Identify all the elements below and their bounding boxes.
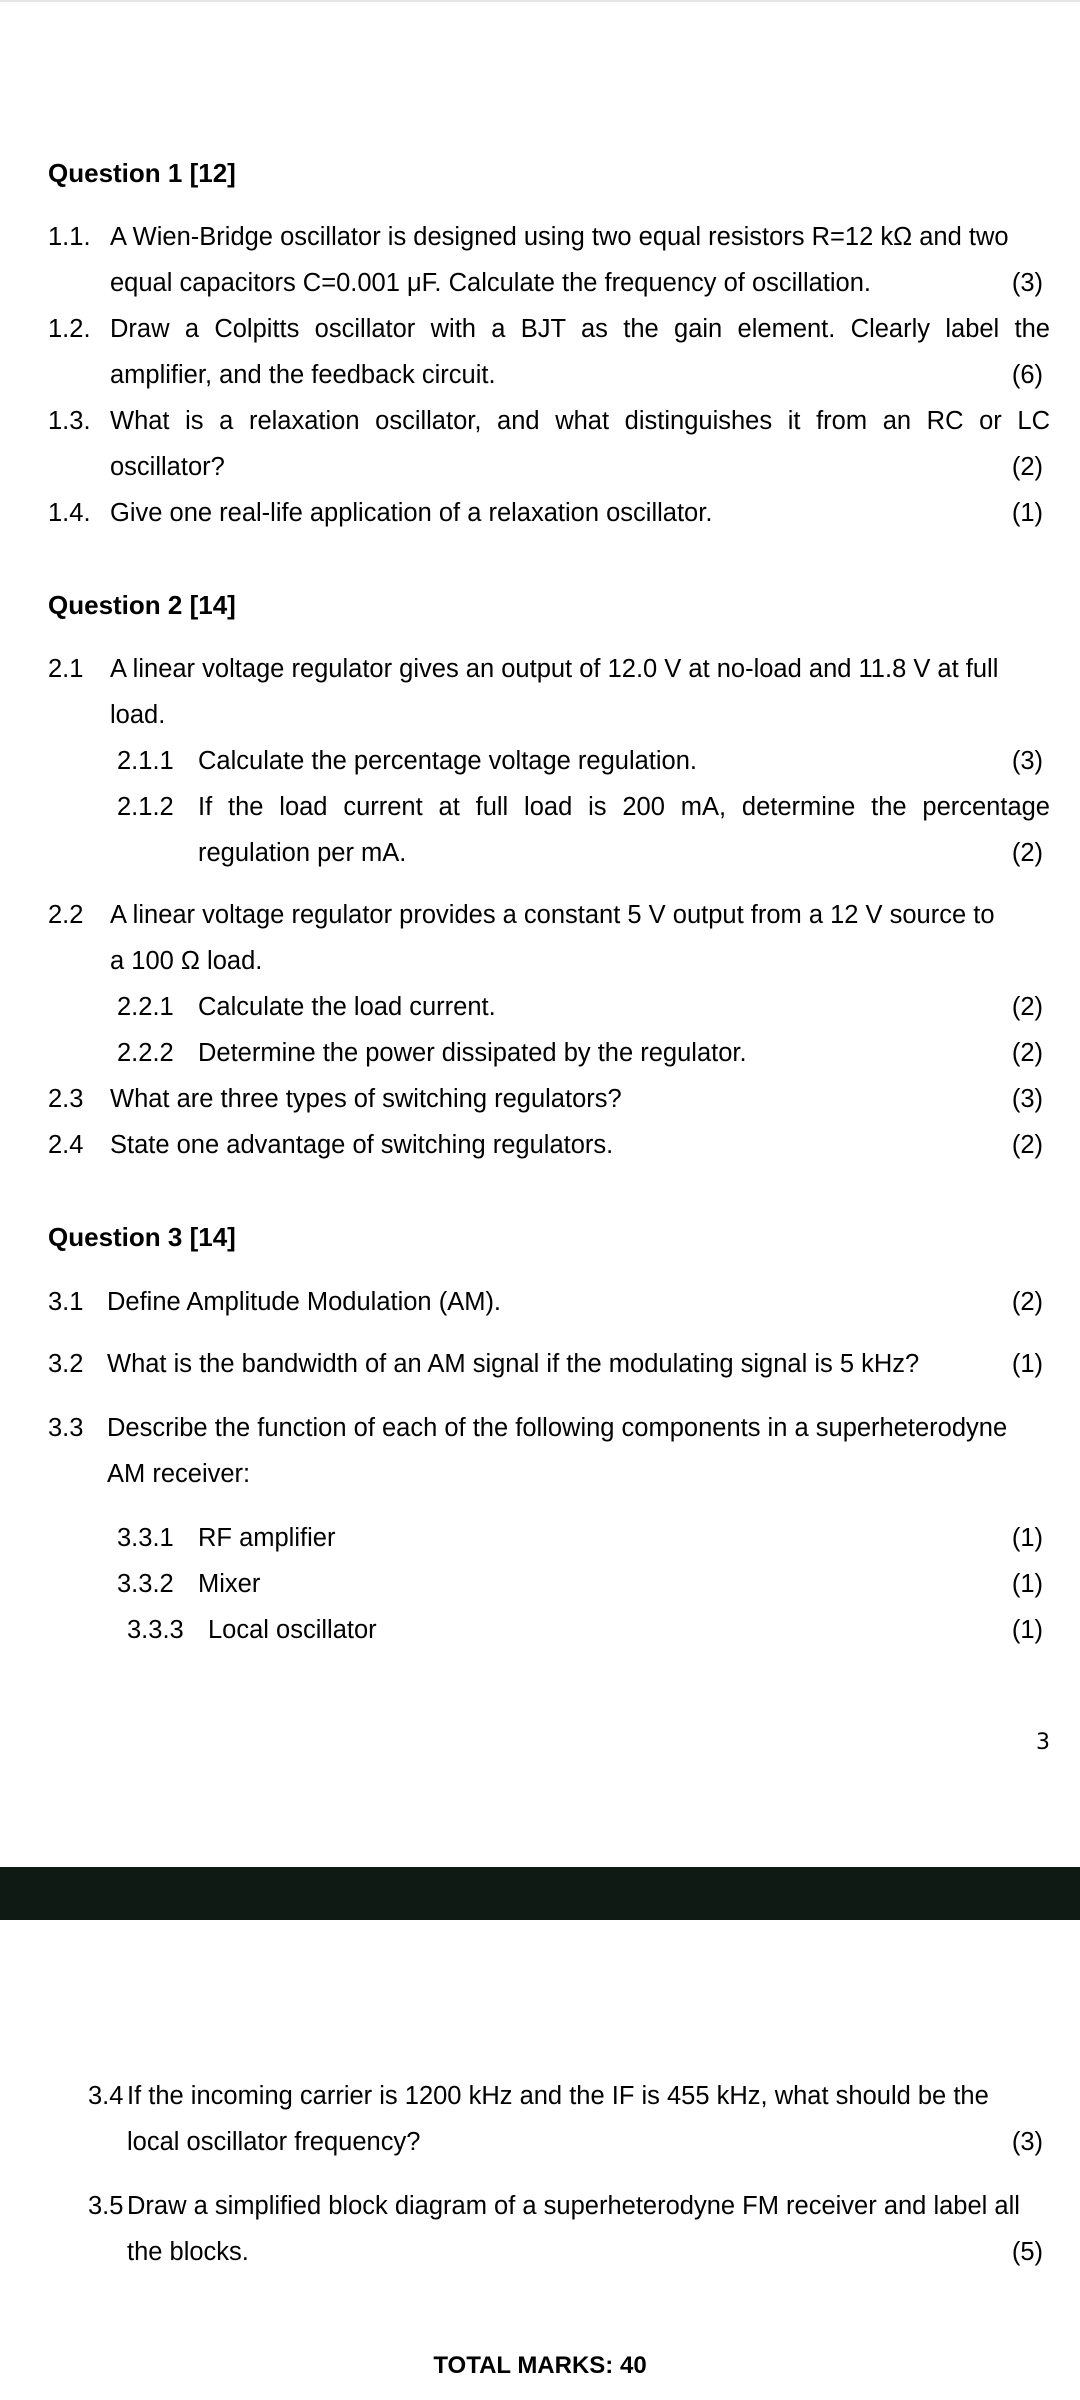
item-marks: (2) xyxy=(1011,839,1043,867)
item-marks: (1) xyxy=(1011,1350,1043,1378)
item-text-line2: load. xyxy=(110,701,166,729)
item-marks: (1) xyxy=(1011,499,1043,527)
item-text-line1: Draw a simplified block diagram of a superheterodyne FM receiver and label all xyxy=(127,2192,1020,2220)
item-marks: (2) xyxy=(1011,1039,1043,1067)
item-marks: (1) xyxy=(1011,1524,1043,1552)
item-number: 2.2 xyxy=(48,901,84,929)
item-marks: (3) xyxy=(1011,2128,1043,2156)
item-number: 1.2. xyxy=(48,315,91,343)
item-text-line2: amplifier, and the feedback circuit. xyxy=(110,361,496,389)
item-number: 3.2 xyxy=(48,1350,84,1378)
question-2-title: Question 2 [14] xyxy=(48,590,236,620)
item-text-line2: AM receiver: xyxy=(107,1460,251,1488)
item-text-line1: RF amplifier xyxy=(198,1524,336,1552)
item-text-line2: local oscillator frequency? xyxy=(127,2128,421,2156)
item-number: 3.5 xyxy=(88,2192,124,2220)
question-3-title: Question 3 [14] xyxy=(48,1222,236,1252)
item-number: 1.1. xyxy=(48,223,91,251)
item-number: 3.3.1 xyxy=(117,1524,174,1552)
item-marks: (3) xyxy=(1011,1085,1043,1113)
item-marks: (2) xyxy=(1011,1131,1043,1159)
item-marks: (1) xyxy=(1011,1570,1043,1598)
item-number: 2.1.2 xyxy=(117,793,174,821)
question-1-title: Question 1 [12] xyxy=(48,158,236,188)
item-number: 3.1 xyxy=(48,1288,84,1316)
top-divider xyxy=(0,0,1080,2)
page-break-band xyxy=(0,1867,1080,1920)
item-number: 1.3. xyxy=(48,407,91,435)
item-number: 2.2.2 xyxy=(117,1039,174,1067)
item-text-line1: What is the bandwidth of an AM signal if the modulating signal is 5 kHz? xyxy=(107,1350,920,1378)
item-text-line1: Mixer xyxy=(198,1570,261,1598)
item-number: 3.4 xyxy=(88,2082,124,2110)
item-text-line2: the blocks. xyxy=(127,2238,249,2266)
item-text-line1: A linear voltage regulator gives an output of 12.0 V at no-load and 11.8 V at full xyxy=(110,655,999,683)
item-text-line1: A Wien-Bridge oscillator is designed using two equal resistors R=12 kΩ and two xyxy=(110,223,1009,251)
item-marks: (2) xyxy=(1011,1288,1043,1316)
total-marks: TOTAL MARKS: 40 xyxy=(433,2352,647,2379)
item-text-line1: Calculate the percentage voltage regulation. xyxy=(198,747,698,775)
item-text-line1: Determine the power dissipated by the regulator. xyxy=(198,1039,747,1067)
item-text-line1: If the load current at full load is 200 mA, determine the percentage xyxy=(198,793,1050,821)
item-text-line1: What are three types of switching regulators? xyxy=(110,1085,622,1113)
page-number: 3 xyxy=(1036,1730,1050,1755)
item-number: 2.2.1 xyxy=(117,993,174,1021)
item-text-line2: regulation per mA. xyxy=(198,839,407,867)
item-text-line2: oscillator? xyxy=(110,453,225,481)
item-text-line1: State one advantage of switching regulators. xyxy=(110,1131,614,1159)
item-number: 2.3 xyxy=(48,1085,84,1113)
item-text-line1: Define Amplitude Modulation (AM). xyxy=(107,1288,502,1316)
item-marks: (1) xyxy=(1011,1616,1043,1644)
item-text-line1: Local oscillator xyxy=(208,1616,377,1644)
item-number: 3.3.3 xyxy=(127,1616,184,1644)
item-marks: (2) xyxy=(1011,453,1043,481)
item-number: 2.1 xyxy=(48,655,84,683)
item-text-line1: If the incoming carrier is 1200 kHz and the IF is 455 kHz, what should be the xyxy=(127,2082,989,2110)
item-number: 3.3.2 xyxy=(117,1570,174,1598)
item-number: 2.4 xyxy=(48,1131,84,1159)
item-text-line1: Draw a Colpitts oscillator with a BJT as the gain element. Clearly label the xyxy=(110,315,1050,343)
item-number: 1.4. xyxy=(48,499,91,527)
item-text-line2: a 100 Ω load. xyxy=(110,947,263,975)
item-text-line1: Give one real-life application of a relaxation oscillator. xyxy=(110,499,713,527)
item-marks: (5) xyxy=(1011,2238,1043,2266)
item-number: 2.1.1 xyxy=(117,747,174,775)
item-text-line2: equal capacitors C=0.001 μF. Calculate the frequency of oscillation. xyxy=(110,269,872,297)
item-text-line1: A linear voltage regulator provides a constant 5 V output from a 12 V source to xyxy=(110,901,995,929)
item-text-line1: Calculate the load current. xyxy=(198,993,496,1021)
item-marks: (3) xyxy=(1011,269,1043,297)
item-text-line1: Describe the function of each of the following components in a superheterodyne xyxy=(107,1414,1008,1442)
item-marks: (6) xyxy=(1011,361,1043,389)
item-marks: (2) xyxy=(1011,993,1043,1021)
item-marks: (3) xyxy=(1011,747,1043,775)
item-text-line1: What is a relaxation oscillator, and what distinguishes it from an RC or LC xyxy=(110,407,1050,435)
item-number: 3.3 xyxy=(48,1414,84,1442)
